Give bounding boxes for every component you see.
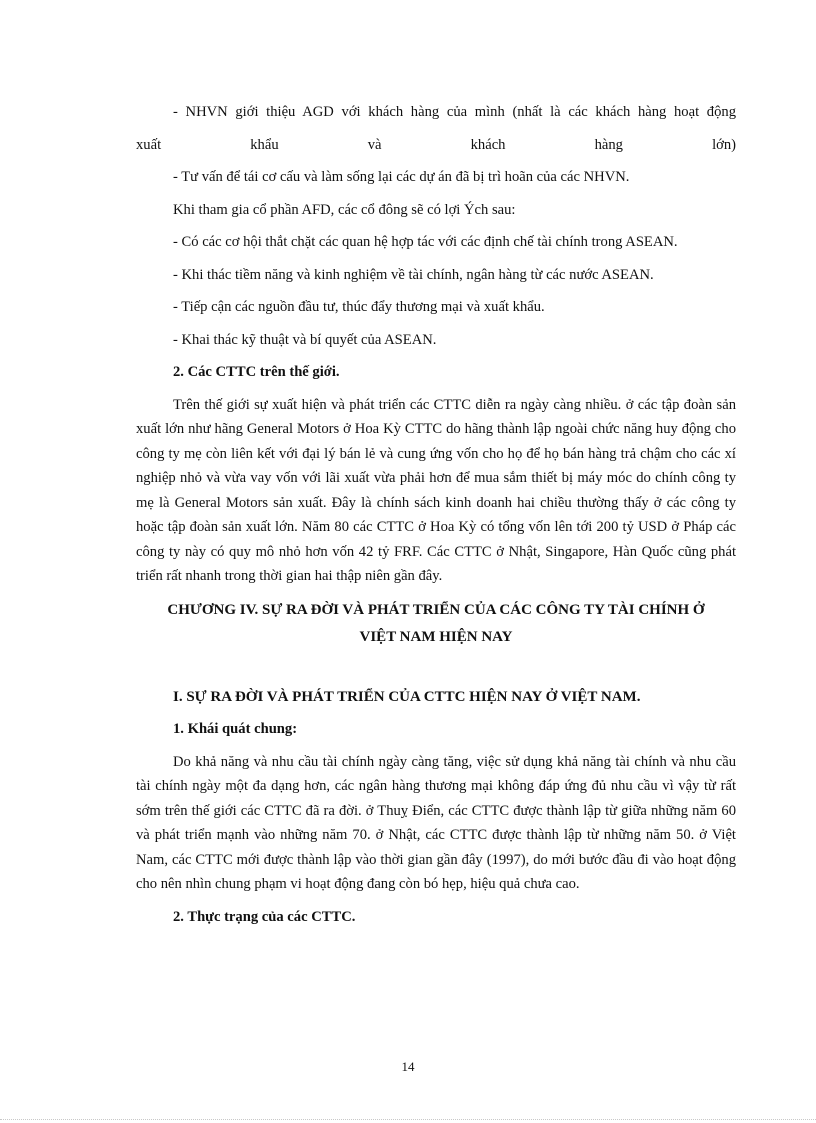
paragraph-benefit-investment: - Tiếp cận các nguồn đầu tư, thúc đẩy thương mại và xuất khẩu. (173, 299, 545, 315)
paragraph-benefit-experience: - Khi thác tiềm năng và kinh nghiệm về tài chính, ngân hàng từ các nước ASEAN. (173, 266, 654, 283)
paragraph-agd-intro-line1: - NHVN giới thiệu AGD với khách hàng của mình (nhất là các khách hàng hoạt động (173, 104, 736, 120)
page-body (136, 100, 736, 937)
chapter-title-line2: VIỆT NAM HIỆN NAY (359, 628, 513, 645)
chapter-title-line1: CHƯƠNG IV. SỰ RA ĐỜI VÀ PHÁT TRIỂN CỦA CÁC CÔNG TY TÀI CHÍNH Ở (167, 601, 705, 618)
paragraph-benefits-intro: Khi tham gia cổ phần AFD, các cổ đông sẽ có lợi Ých sau: (173, 201, 516, 218)
page-bottom-divider (0, 1119, 816, 1120)
page-number: 14 (401, 1059, 415, 1074)
heading-world-finance-companies: 2. Các CTTC trên thế giới. (173, 364, 340, 380)
heading-current-status: 2. Thực trạng của các CTTC. (173, 908, 356, 925)
heading-general-overview: 1. Khái quát chung: (173, 721, 298, 737)
paragraph-benefit-knowhow: - Khai thác kỹ thuật và bí quyết của ASEAN. (173, 331, 437, 348)
paragraph-general-overview: Do khả năng và nhu cầu tài chính ngày càng tăng, việc sử dụng khả năng tài chính và nhu cầu tài chính ngày một đa dạng hơn, các ngân hàng thương mại không đáp ứng đủ nhu cầu vì vậy từ rất sớm trên thế giới các CTTC đã ra đời. ở Thuỵ Điển, các CTTC được thành lập từ giữa những năm 60 và phát triển mạnh vào những năm 70. ở Nhật, các CTTC được thành lập từ những năm 50. ở Việt Nam, các CTTC mới được thành lập vào thời gian gần đây (1997), do mới bước đầu đi vào hoạt động cho nên nhìn chung phạm vi hoạt động đang còn bó hẹp, hiệu quả chưa cao. (136, 753, 736, 892)
paragraph-world-finance-companies: Trên thế giới sự xuất hiện và phát triển các CTTC diễn ra ngày càng nhiều. ở các tập đoàn sản xuất lớn như hãng General Motors ở Hoa Kỳ CTTC do hãng thành lập ngoài chức năng huy động cho công ty mẹ còn liên kết với đại lý bán lẻ và cung ứng vốn cho họ để họ bán hàng trả chậm cho các xí nghiệp nhỏ và vừa vay vốn với lãi xuất vừa phải hơn để mua sắm thiết bị máy móc do chính công ty mẹ là General Motors sản xuất. Đây là chính sách kinh doanh hai chiều thường thấy ở các công ty hoặc tập đoàn sản xuất lớn. Năm 80 các CTTC ở Hoa Kỳ có tổng vốn lên tới 200 tỷ USD ở Pháp các công ty này có quy mô nhỏ hơn vốn 42 tỷ FRF. Các CTTC ở Nhật, Singapore, Hàn Quốc cũng phát triển rất nhanh trong thời gian hai thập niên gần đây. (136, 396, 736, 584)
section-title: I. SỰ RA ĐỜI VÀ PHÁT TRIỂN CỦA CTTC HIỆN NAY Ở VIỆT NAM. (173, 688, 641, 705)
paragraph-agd-intro-line2: xuất khẩu và khách hàng lớn) (136, 136, 736, 153)
paragraph-restructure: - Tư vấn để tái cơ cấu và làm sống lại các dự án đã bị trì hoãn của các NHVN. (173, 169, 630, 185)
paragraph-benefit-cooperation: - Có các cơ hội thắt chặt các quan hệ hợp tác với các định chế tài chính trong ASEAN. (173, 234, 678, 250)
